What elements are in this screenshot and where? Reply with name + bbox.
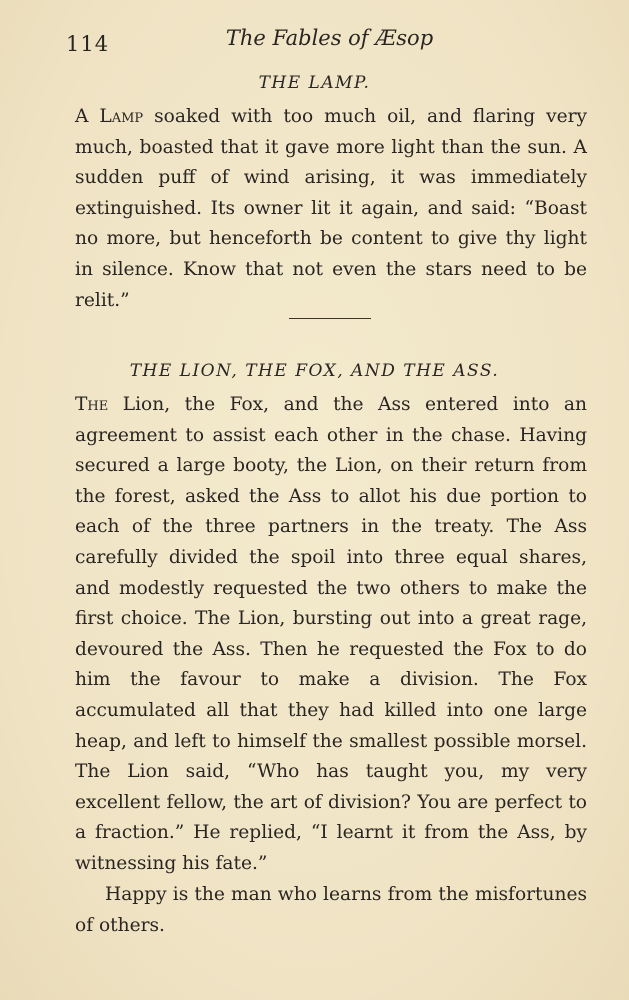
running-title: The Fables of Æsop xyxy=(225,26,434,50)
fable-opening-lamp: A Lamp xyxy=(75,106,144,127)
fable-moral: Happy is the man who learns from the misfortunes of others. xyxy=(75,884,587,936)
fable-body-lamp: soaked with too much oil, and flaring very much, boasted that it gave more light than the sun. A sudden puff of wind arising, it was immediately extinguished. Its owner lit it again, and said: “Boast no more, but henceforth be content to give thy light in silence. Know that not even the stars need to be relit.” xyxy=(75,106,587,311)
section-divider xyxy=(289,318,371,319)
fable-body-lion: Lion, the Fox, and the Ass entered into an agreement to assist each other in the chase. Having secured a large booty, the Lion, on their return from the forest, asked the Ass to allot his due portion to each of the three partners in the treaty. The Ass carefully divided the spoil into three equal shares, and modestly requested the two others to make the first choice. The Lion, bursting out into a great rage, devoured the Ass. Then he requested the Fox to do him the favour to make a division. The Fox accumulated all that they had killed into one large heap, and left to himself the smallest possible morsel. The Lion said, “Who has taught you, my very excellent fellow, the art of division? You are perfect to a fraction.” He replied, “I learnt it from the Ass, by witnessing his fate.” xyxy=(75,394,587,874)
fable-text-lamp xyxy=(75,102,587,316)
fable-title-lion: THE LION, THE FOX, AND THE ASS. xyxy=(129,361,500,381)
page-number: 114 xyxy=(66,32,110,56)
fable-opening-lion: The xyxy=(75,394,109,415)
fable-title-lamp: THE LAMP. xyxy=(258,73,371,93)
fable-text-lion xyxy=(75,390,587,880)
